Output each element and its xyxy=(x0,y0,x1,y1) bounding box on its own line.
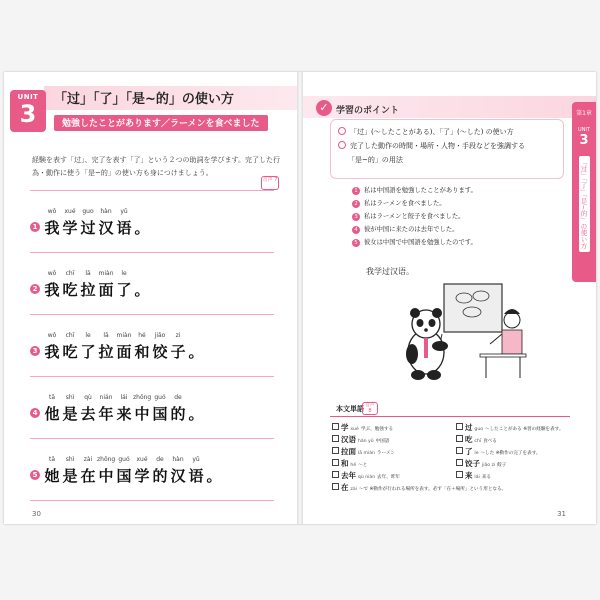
hanzi: 学 xyxy=(62,219,78,237)
unit-number: 3 xyxy=(19,100,37,128)
vocab-meaning: 去年、昨年 xyxy=(377,475,401,480)
hanzi: 。 xyxy=(134,219,150,237)
left-page xyxy=(4,72,300,524)
vocab-word: 学 xyxy=(341,423,349,432)
vocab-pinyin: chī xyxy=(474,439,482,444)
answer-line xyxy=(30,252,274,253)
pinyin: shì xyxy=(65,456,75,463)
answer-line xyxy=(30,500,274,501)
sentence-number: 4 xyxy=(30,408,40,418)
vocab-word: 拉面 xyxy=(341,447,356,456)
translation-text: 彼が中国に来たのは去年でした。 xyxy=(364,226,459,233)
vocab-pinyin: zài xyxy=(350,487,357,492)
intro-line: 経験を表す「过」、完了を表す「了」という２つの助詞を学びます。完了した行 xyxy=(32,156,280,164)
unit-label: UNIT xyxy=(17,93,39,101)
pinyin: zhōng xyxy=(133,394,152,401)
pinyin: lā xyxy=(103,332,109,339)
vocab-pinyin: qù nián xyxy=(357,475,376,480)
checkbox-icon xyxy=(456,423,463,430)
pinyin: hàn xyxy=(100,208,112,215)
vocab-word: 汉语 xyxy=(341,435,356,444)
pinyin: zài xyxy=(83,456,93,463)
vocab-meaning: 餃子 xyxy=(497,463,507,468)
checkbox-icon xyxy=(332,483,339,490)
pinyin: lái xyxy=(120,394,128,401)
vocab-word: 来 xyxy=(465,471,473,480)
vocab-item xyxy=(456,446,541,457)
pinyin: guo xyxy=(82,208,94,215)
sentence-number: 3 xyxy=(30,346,40,356)
right-page xyxy=(300,72,596,524)
lesson-subtitle: 勉強したことがあります／ラーメンを食べました xyxy=(54,115,268,131)
vocab-meaning: ～した ※動作の完了を表す。 xyxy=(480,451,541,456)
pinyin: de xyxy=(156,456,164,463)
pinyin: xué xyxy=(64,208,76,215)
pinyin: yǔ xyxy=(192,456,200,463)
point-bullet: 「是~的」の用法 xyxy=(348,156,403,164)
tab-unit-label: UNIT xyxy=(578,127,590,133)
hanzi: 子 xyxy=(170,343,186,361)
pinyin: wǒ xyxy=(47,208,57,215)
pinyin: guó xyxy=(118,456,130,463)
pinyin: yǔ xyxy=(120,208,128,215)
checkbox-icon xyxy=(456,435,463,442)
translation-number: 5 xyxy=(352,239,360,247)
bullet-icon xyxy=(338,141,346,149)
pinyin: chī xyxy=(65,332,75,339)
hanzi: 汉 xyxy=(98,219,114,237)
pinyin: le xyxy=(121,270,127,277)
vocab-item xyxy=(456,434,497,445)
checkbox-icon xyxy=(456,471,463,478)
hanzi: 去 xyxy=(80,405,96,423)
point-bullet: 「过」(～したことがある)、「了」(～した) の使い方 xyxy=(338,127,514,137)
vocab-item xyxy=(456,470,491,481)
answer-line xyxy=(30,314,274,315)
points-title: 学習のポイント xyxy=(336,106,400,116)
pinyin: zhōng xyxy=(97,456,116,463)
hanzi: 饺 xyxy=(152,343,168,361)
vocab-word: 过 xyxy=(465,423,473,432)
translation-text: 私は中国語を勉強したことがあります。 xyxy=(364,187,477,194)
hanzi: 在 xyxy=(80,467,96,485)
illustration-caption: 我学过汉语。 xyxy=(366,267,414,276)
pinyin: lā xyxy=(85,270,91,277)
hanzi: 学 xyxy=(134,467,150,485)
hanzi: 。 xyxy=(206,467,222,485)
pinyin: tā xyxy=(48,394,56,401)
hanzi: 中 xyxy=(98,467,114,485)
vocab-pinyin: xué xyxy=(350,427,359,432)
book-spine xyxy=(297,72,303,524)
checkbox-icon xyxy=(456,459,463,466)
vocab-word: 了 xyxy=(465,447,473,456)
hanzi: 她 xyxy=(44,467,60,485)
translation-item xyxy=(352,224,458,234)
vocab-pinyin: le xyxy=(474,451,479,456)
hanzi: 。 xyxy=(134,281,150,299)
hanzi: 语 xyxy=(116,219,132,237)
bullet-icon xyxy=(338,127,346,135)
vocab-pinyin: hé xyxy=(350,463,357,468)
pinyin: chī xyxy=(65,270,75,277)
translation-text: 私はラーメンを食べました。 xyxy=(364,200,446,207)
hanzi: 他 xyxy=(44,405,60,423)
intro-text xyxy=(32,154,282,180)
audio-track-tag: 音声 7 xyxy=(261,176,279,190)
translation-text: 彼女は中国で中国語を勉強したのです。 xyxy=(364,239,477,246)
hanzi: 我 xyxy=(44,281,60,299)
checkbox-icon xyxy=(332,459,339,466)
hanzi: 吃 xyxy=(62,281,78,299)
hanzi: 和 xyxy=(134,343,150,361)
intro-line: 為・動作に使う「是~的」の使い方も身につけましょう。 xyxy=(32,169,213,177)
hanzi: 拉 xyxy=(98,343,114,361)
hanzi: 语 xyxy=(188,467,204,485)
translation-item xyxy=(352,185,477,195)
vocab-word: 和 xyxy=(341,459,349,468)
vocab-item xyxy=(332,422,393,433)
pinyin: jiǎo xyxy=(154,332,166,339)
hanzi: 汉 xyxy=(170,467,186,485)
pinyin: xué xyxy=(136,456,148,463)
vocab-pinyin: guo xyxy=(474,427,484,432)
hanzi: 是 xyxy=(62,467,78,485)
pinyin: guó xyxy=(154,394,166,401)
pinyin: de xyxy=(174,394,182,401)
pinyin: hàn xyxy=(172,456,184,463)
pinyin: qù xyxy=(84,394,92,401)
checkbox-icon xyxy=(332,471,339,478)
hanzi: 年 xyxy=(98,405,114,423)
vocab-word: 在 xyxy=(341,483,349,492)
checkbox-icon xyxy=(332,447,339,454)
hanzi: 是 xyxy=(62,405,78,423)
hanzi: 国 xyxy=(116,467,132,485)
answer-line xyxy=(30,438,274,439)
vocab-pinyin: jiǎo zi xyxy=(481,463,496,468)
vocab-word: 饺子 xyxy=(465,459,480,468)
vocab-meaning: ～で ※動作が行われる場所を表す。必ず「在＋場所」という形となる。 xyxy=(358,487,507,492)
hanzi: 过 xyxy=(80,219,96,237)
hanzi: 面 xyxy=(98,281,114,299)
vocab-item xyxy=(332,446,395,457)
vocab-meaning: 中国語 xyxy=(375,439,390,444)
translation-item xyxy=(352,237,477,247)
pinyin: miàn xyxy=(116,332,132,339)
answer-line xyxy=(30,376,274,377)
vocab-title: 本文単語 xyxy=(336,405,364,413)
check-icon: ✓ xyxy=(316,100,332,116)
audio-track-tag: 音声 8 xyxy=(362,402,378,415)
vocab-meaning: 学ぶ、勉強する xyxy=(360,427,394,432)
hanzi: 国 xyxy=(152,405,168,423)
vocab-pinyin: lā miàn xyxy=(357,451,375,456)
chapter-label: 第1章 xyxy=(576,110,592,117)
divider xyxy=(30,190,274,191)
pinyin: nián xyxy=(99,394,113,401)
sentence-number: 2 xyxy=(30,284,40,294)
pinyin: wǒ xyxy=(47,332,57,339)
translation-number: 2 xyxy=(352,200,360,208)
vocab-item xyxy=(456,422,563,433)
vocab-pinyin: hàn yǔ xyxy=(357,439,374,444)
pinyin: le xyxy=(85,332,91,339)
hanzi: 吃 xyxy=(62,343,78,361)
pinyin: tā xyxy=(48,456,56,463)
checkbox-icon xyxy=(332,435,339,442)
page-number: 31 xyxy=(557,510,566,518)
hanzi: 了 xyxy=(80,343,96,361)
checkbox-icon xyxy=(456,447,463,454)
hanzi: 的 xyxy=(152,467,168,485)
vocab-word: 去年 xyxy=(341,471,356,480)
translation-number: 3 xyxy=(352,213,360,221)
open-book xyxy=(4,72,596,524)
pinyin: miàn xyxy=(98,270,114,277)
translation-number: 1 xyxy=(352,187,360,195)
board-icon xyxy=(444,284,502,332)
sentence-number: 1 xyxy=(30,222,40,232)
panda-icon xyxy=(406,308,448,380)
vocab-item xyxy=(456,458,506,469)
translation-number: 4 xyxy=(352,226,360,234)
vocab-item xyxy=(332,482,506,493)
hanzi: 拉 xyxy=(80,281,96,299)
point-bullet: 完了した動作の時間・場所・人物・手段などを強調する xyxy=(338,141,525,151)
translation-item xyxy=(352,211,464,221)
vocab-meaning: ラーメン xyxy=(376,451,396,456)
vocab-meaning: 食べる xyxy=(483,439,497,444)
chapter-tab xyxy=(572,102,596,282)
vocab-divider xyxy=(330,416,570,417)
translation-item xyxy=(352,198,446,208)
hanzi: 。 xyxy=(188,343,204,361)
pinyin: wǒ xyxy=(47,270,57,277)
vocab-word: 吃 xyxy=(465,435,473,444)
tab-unit-number: 3 xyxy=(579,133,589,148)
pinyin: shì xyxy=(65,394,75,401)
pinyin: hé xyxy=(138,332,146,339)
hanzi: 我 xyxy=(44,219,60,237)
tab-vertical-title: 「过」「了」「是~的」の使い方 xyxy=(579,156,590,252)
hanzi: 来 xyxy=(116,405,132,423)
hanzi: 了 xyxy=(116,281,132,299)
vocab-item xyxy=(332,458,367,469)
unit-badge xyxy=(10,90,46,132)
vocab-meaning: ～したことがある ※習の経験を表す。 xyxy=(484,427,564,432)
hanzi: 的 xyxy=(170,405,186,423)
panda-teacher-illustration xyxy=(404,274,534,384)
hanzi: 面 xyxy=(116,343,132,361)
vocab-item xyxy=(332,470,400,481)
vocab-meaning: 来る xyxy=(481,475,491,480)
hanzi: 中 xyxy=(134,405,150,423)
vocab-pinyin: lái xyxy=(474,475,480,480)
translation-text: 私はラーメンと餃子を食べました。 xyxy=(364,213,465,220)
hanzi: 我 xyxy=(44,343,60,361)
vocab-item xyxy=(332,434,389,445)
vocab-meaning: ～と xyxy=(358,463,368,468)
sentence-number: 5 xyxy=(30,470,40,480)
pinyin: zi xyxy=(175,332,181,339)
lesson-title: 「过」「了」「是~的」の使い方 xyxy=(54,92,234,107)
checkbox-icon xyxy=(332,423,339,430)
hanzi: 。 xyxy=(188,405,204,423)
page-number: 30 xyxy=(32,510,41,518)
